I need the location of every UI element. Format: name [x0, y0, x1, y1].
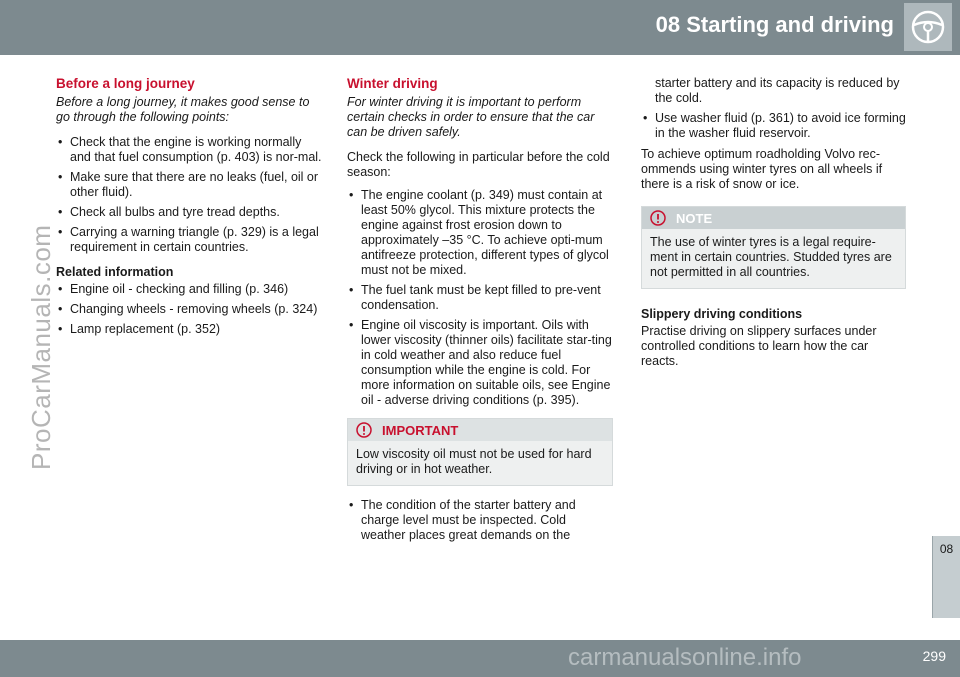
important-label: IMPORTANT: [382, 423, 459, 438]
checklist-continued: [347, 498, 613, 543]
note-label: NOTE: [676, 211, 713, 226]
column-winter-continued: [641, 76, 906, 377]
info-icon: [650, 210, 666, 226]
chapter-title: 08 Starting and driving: [655, 12, 894, 37]
list-item: • The engine coolant (p. 349) must contain at least 50% glycol. This mixture protects the engine against frost erosion down to approximately –35 °C. To achieve opti-mum antifreeze protection, different types of glycol must not be mixed.: [347, 188, 613, 278]
paragraph: To achieve optimum roadholding Volvo rec-ommends using winter tyres on all wheels if there is a risk of snow or ice.: [641, 147, 883, 191]
chapter-header: [0, 0, 960, 55]
list-item: • Check all bulbs and tyre tread depths.: [56, 205, 324, 220]
related-heading: Related information: [56, 265, 174, 279]
page-number: 299: [922, 648, 946, 664]
watermark-side: ProCarManuals.com: [26, 224, 56, 470]
related-link[interactable]: • Engine oil - checking and filling (p. 346): [56, 282, 324, 297]
exclamation-icon: [356, 422, 372, 438]
chapter-tab-label: 08: [939, 542, 954, 556]
list-item: • Check that the engine is working normally and that fuel consumption (p. 403) is nor-mal.: [56, 135, 324, 165]
column-winter-driving: [347, 76, 613, 548]
page-footer: [0, 640, 960, 677]
section-lead: Check the following in particular before the cold season:: [347, 150, 610, 179]
section-intro: For winter driving it is important to perform certain checks in order to ensure that the car can be driven safely.: [347, 95, 595, 139]
list-item: • Make sure that there are no leaks (fuel, oil or other fluid).: [56, 170, 324, 200]
important-box: [347, 418, 613, 486]
list-item: • Engine oil viscosity is important. Oils with lower viscosity (thinner oils) facilitate star-ting in cold weather and also reduce fuel consumption while the engine is cold. For more information on suitable oils, see Engine oil - adverse driving conditions (p. 395).: [347, 318, 613, 408]
list-item: • Carrying a warning triangle (p. 329) is a legal requirement in certain countries.: [56, 225, 324, 255]
note-box: [641, 206, 906, 289]
note-header: [642, 207, 905, 229]
list-item: • The condition of the starter battery and charge level must be inspected. Cold weather places great demands on the: [347, 498, 613, 543]
related-link[interactable]: • Lamp replacement (p. 352): [56, 322, 324, 337]
paragraph: Practise driving on slippery surfaces under controlled conditions to learn how the car reacts.: [641, 324, 877, 368]
chapter-tab[interactable]: [932, 536, 960, 618]
checklist: [347, 188, 613, 408]
list-item-continuation: starter battery and its capacity is reduced by the cold.: [655, 76, 900, 105]
checklist-continued: [641, 76, 906, 141]
related-link[interactable]: • Changing wheels - removing wheels (p. 324): [56, 302, 324, 317]
subsection-heading: Slippery driving conditions: [641, 307, 803, 321]
note-text: The use of winter tyres is a legal require-ment in certain countries. Studded tyres are not permitted in all countries.: [650, 235, 892, 279]
steering-wheel-icon: [910, 9, 946, 45]
list-item: • Use washer fluid (p. 361) to avoid ice forming in the washer fluid reservoir.: [641, 111, 906, 141]
section-heading: Winter driving: [347, 76, 438, 91]
section-intro: Before a long journey, it makes good sense to go through the following points:: [56, 95, 310, 124]
checklist: [56, 135, 324, 255]
related-list: [56, 282, 324, 337]
list-item: • The fuel tank must be kept filled to pre-vent condensation.: [347, 283, 613, 313]
column-long-journey: [56, 76, 324, 342]
important-text: Low viscosity oil must not be used for hard driving or in hot weather.: [356, 447, 592, 476]
important-header: [348, 419, 612, 441]
steering-wheel-badge: [904, 3, 952, 51]
watermark-bottom: carmanualsonline.info: [568, 644, 802, 671]
section-heading: Before a long journey: [56, 76, 195, 91]
